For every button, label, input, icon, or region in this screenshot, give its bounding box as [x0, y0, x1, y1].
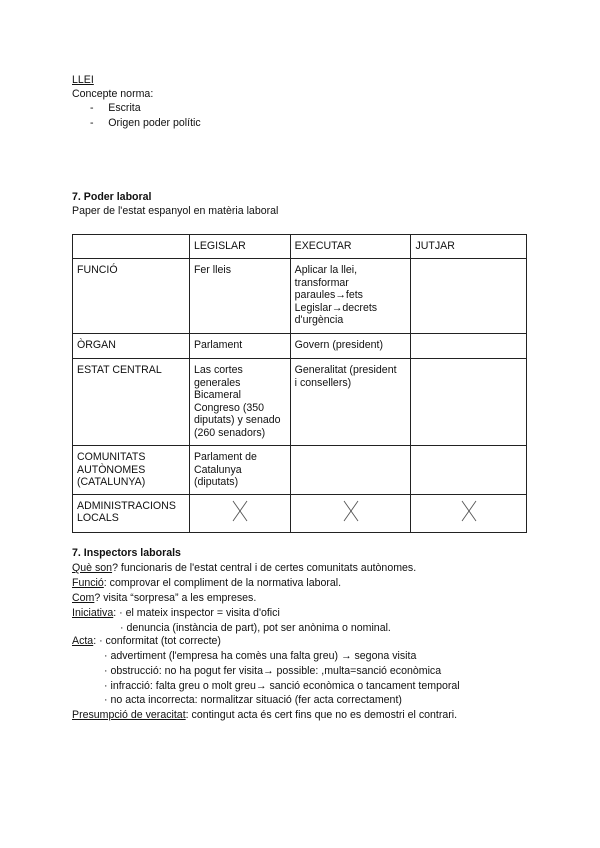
- paragraph: Què son? funcionaris de l'estat central i de certes comunitats autònomes.: [72, 562, 417, 574]
- row-label: ESTAT CENTRAL: [73, 359, 190, 446]
- paragraph: Funció: comprovar el compliment de la normativa laboral.: [72, 577, 342, 589]
- table-cell: [411, 446, 527, 495]
- row-label: COMUNITATS AUTÒNOMES (CATALUNYA): [73, 446, 190, 495]
- table-row: [73, 359, 527, 446]
- paragraph: Presumpció de veracitat: contingut acta és cert fins que no es demostri el contrari.: [72, 709, 458, 721]
- paragraph: Acta: · conformitat (tot correcte): [72, 635, 221, 647]
- paragraph: Com? visita “sorpresa” a les empreses.: [72, 592, 257, 604]
- lei-heading: LLEI: [72, 74, 94, 86]
- header-cell: JUTJAR: [411, 235, 527, 259]
- header-cell: [73, 235, 190, 259]
- paragraph: Iniciativa: · el mateix inspector = visita d'ofici: [72, 607, 280, 619]
- table-row: [73, 494, 527, 532]
- table-cell: [411, 334, 527, 359]
- row-label: FUNCIÓ: [73, 259, 190, 334]
- table-cell: Parlament: [189, 334, 290, 359]
- header-cell: LEGISLAR: [189, 235, 290, 259]
- concept-label: Concepte norma:: [72, 88, 154, 100]
- table-cell: [290, 446, 411, 495]
- table-cell: Generalitat (president i consellers): [290, 359, 411, 446]
- row-label: ADMINISTRACIONS LOCALS: [73, 494, 190, 532]
- section-heading: 7. Poder laboral: [72, 191, 152, 203]
- table-row: [73, 259, 527, 334]
- cross-cell: [189, 494, 290, 532]
- powers-table: [72, 234, 527, 533]
- table-cell: Govern (president): [290, 334, 411, 359]
- list-item: - Escrita: [90, 102, 141, 114]
- cross-icon: [459, 499, 479, 523]
- list-item: · advertiment (l'empresa ha comès una falta greu) → segona visita: [104, 650, 417, 662]
- list-item: · infracció: falta greu o molt greu→ sanció econòmica o tancament temporal: [104, 680, 460, 692]
- section-subtitle: Paper de l'estat espanyol en matèria laboral: [72, 205, 279, 217]
- row-label: ÒRGAN: [73, 334, 190, 359]
- table-cell: Fer lleis: [189, 259, 290, 334]
- list-item: · obstrucció: no ha pogut fer visita→ possible: ,multa=sanció econòmica: [104, 665, 442, 677]
- table-cell: Parlament de Catalunya (diputats): [189, 446, 290, 495]
- section-heading: 7. Inspectors laborals: [72, 547, 181, 559]
- list-item: · no acta incorrecta: normalitzar situació (fer acta correctament): [104, 694, 402, 706]
- table-header-row: [73, 235, 527, 259]
- cross-icon: [230, 499, 250, 523]
- table-cell: [411, 359, 527, 446]
- table-cell: [411, 259, 527, 334]
- table-row: [73, 334, 527, 359]
- cross-icon: [341, 499, 361, 523]
- table-cell: Aplicar la llei, transformar paraules→fets Legislar→decrets d'urgència: [290, 259, 411, 334]
- cross-cell: [411, 494, 527, 532]
- list-item: - Origen poder polític: [90, 117, 201, 129]
- table-cell: Las cortes generales Bicameral Congreso (350 diputats) y senado (260 senadors): [189, 359, 290, 446]
- cross-cell: [290, 494, 411, 532]
- table-row: [73, 446, 527, 495]
- paragraph: · denuncia (instància de part), pot ser anònima o nominal.: [120, 622, 391, 634]
- header-cell: EXECUTAR: [290, 235, 411, 259]
